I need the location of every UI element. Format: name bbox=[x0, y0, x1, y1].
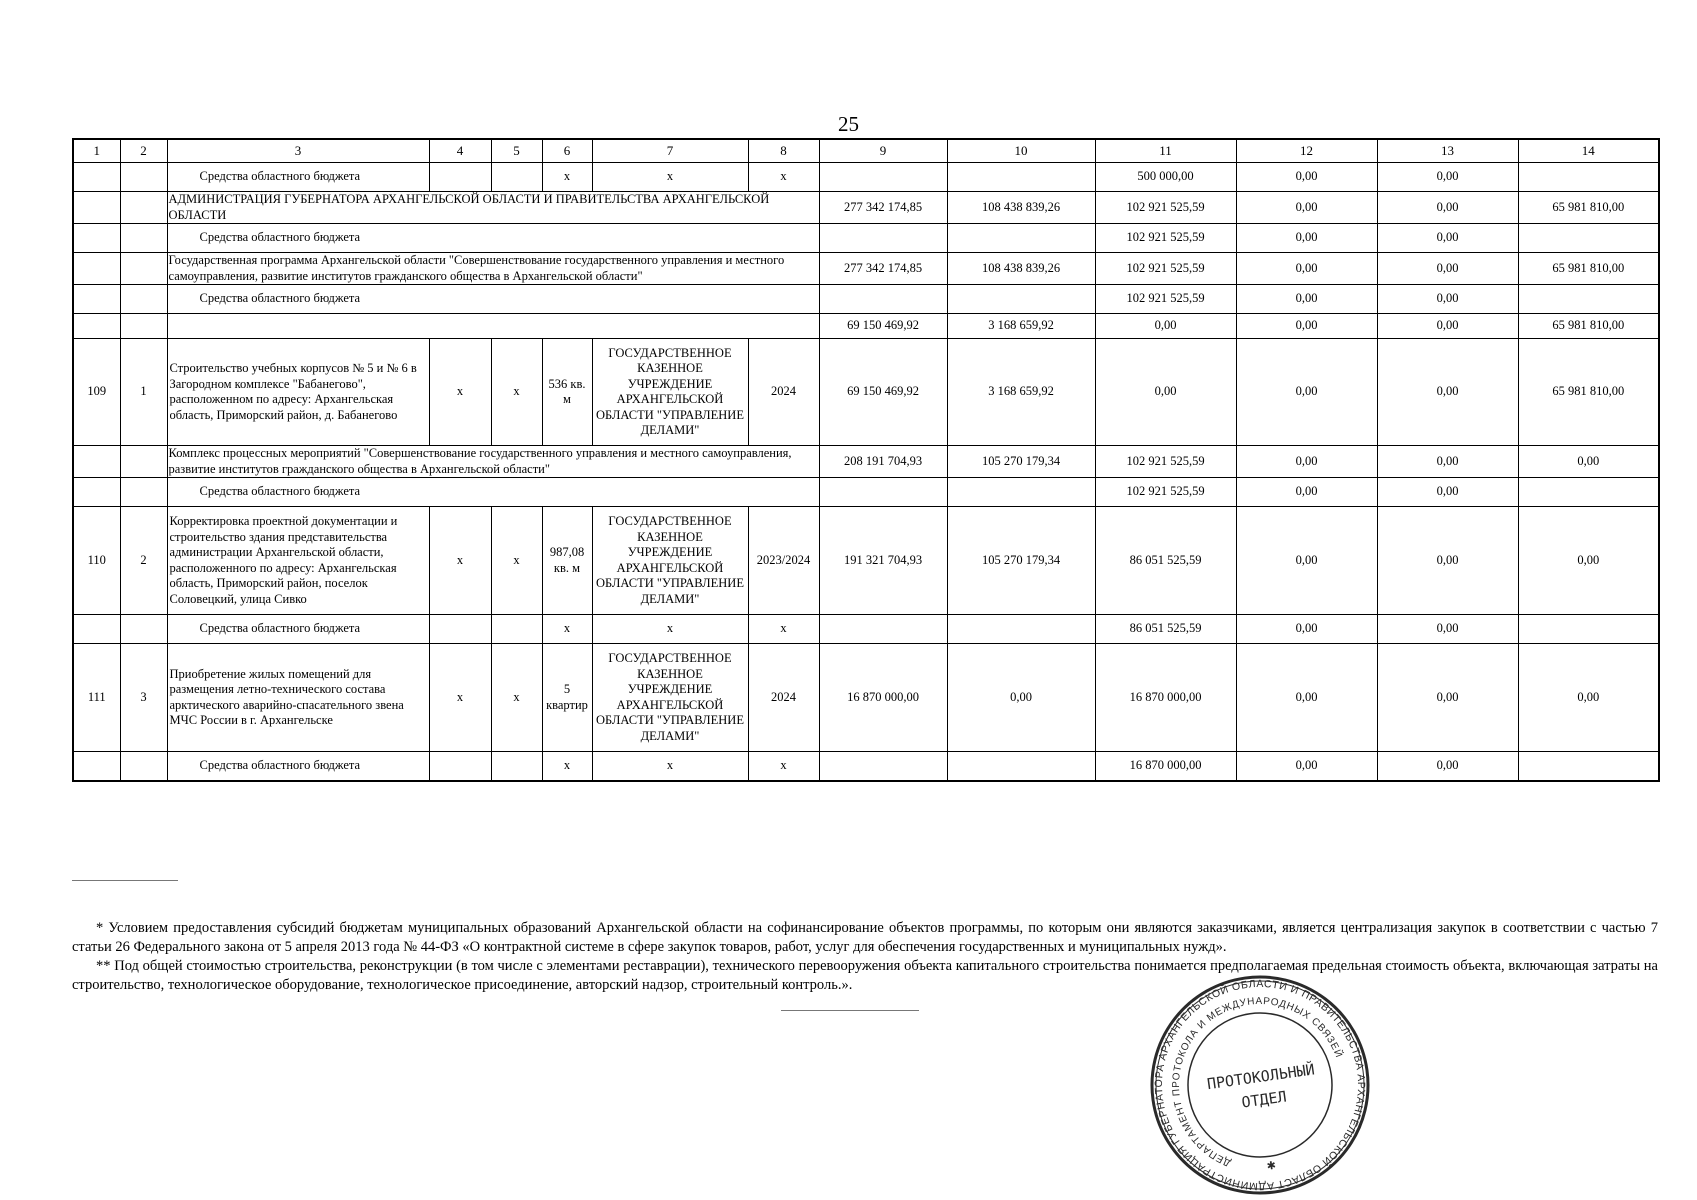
cell-amount-c9: 191 321 704,93 bbox=[819, 507, 947, 615]
cell-capacity: 5 квартир bbox=[542, 644, 592, 752]
cell-amount-c12: 0,00 bbox=[1236, 478, 1377, 507]
cell-amount-c10: 0,00 bbox=[947, 644, 1095, 752]
cell-amount-c10 bbox=[947, 163, 1095, 192]
table-row-object bbox=[73, 644, 1659, 752]
cell-amount-c10 bbox=[947, 285, 1095, 314]
cell-empty bbox=[429, 752, 491, 781]
table-row-fund bbox=[73, 752, 1659, 781]
cell-amount-c11: 0,00 bbox=[1095, 314, 1236, 339]
cell-amount-c12: 0,00 bbox=[1236, 752, 1377, 781]
cell-amount-c11: 102 921 525,59 bbox=[1095, 192, 1236, 224]
footnotes bbox=[72, 919, 1658, 995]
cell-amount-c14 bbox=[1518, 163, 1659, 192]
footnote-2: ** Под общей стоимостью строительства, реконструкции (в том числе с элементами реставрации), технического перевооружения объекта капитального строительства понимается предполагаемая предельная стоимость объекта, включающая затраты на строительство, технологическое оборудование, технологическое присоединение, авторский надзор, строительный контроль.». bbox=[72, 958, 1658, 993]
end-rule bbox=[781, 1010, 919, 1011]
cell-amount-c13: 0,00 bbox=[1377, 478, 1518, 507]
cell-object-name: Строительство учебных корпусов № 5 и № 6 в Загородном комплексе "Бабанегово", расположенном по адресу: Архангельская область, Приморский район, д. Бабанегово bbox=[167, 339, 429, 446]
cell-amount-c9: 208 191 704,93 bbox=[819, 446, 947, 478]
column-number: 13 bbox=[1377, 139, 1518, 163]
cell-empty bbox=[120, 224, 167, 253]
funding-source-label: Средства областного бюджета bbox=[167, 285, 819, 314]
official-stamp bbox=[1140, 970, 1380, 1200]
cell-amount-c14: 65 981 810,00 bbox=[1518, 253, 1659, 285]
cell-empty bbox=[120, 285, 167, 314]
cell-row-number: 109 bbox=[73, 339, 120, 446]
cell-amount-c9 bbox=[819, 752, 947, 781]
cell-amount-c14 bbox=[1518, 285, 1659, 314]
cell-amount-c12: 0,00 bbox=[1236, 507, 1377, 615]
cell-amount-c9: 69 150 469,92 bbox=[819, 314, 947, 339]
stamp-inner-text: ДЕПАРТАМЕНТ ПРОТОКОЛА И МЕЖДУНАРОДНЫХ СВЯЗЕЙ bbox=[1170, 995, 1345, 1169]
cell-empty bbox=[73, 615, 120, 644]
cell-amount-c9 bbox=[819, 285, 947, 314]
column-number: 7 bbox=[592, 139, 748, 163]
cell-empty bbox=[73, 446, 120, 478]
cell-amount-c12: 0,00 bbox=[1236, 192, 1377, 224]
stamp-outer-text: АДМИНИСТРАЦИЯ ГУБЕРНАТОРА АРХАНГЕЛЬСКОЙ ОБЛАСТИ И ПРАВИТЕЛЬСТВА АРХАНГЕЛЬСКОЙ ОБЛАСТИ bbox=[1152, 977, 1368, 1193]
table-row-fund-wide bbox=[73, 285, 1659, 314]
cell-empty bbox=[73, 314, 120, 339]
cell-empty bbox=[120, 163, 167, 192]
cell-amount-c10: 3 168 659,92 bbox=[947, 314, 1095, 339]
stamp-star-icon: ✱ bbox=[1265, 1158, 1277, 1173]
cell-amount-c14 bbox=[1518, 478, 1659, 507]
cell-amount-c14: 65 981 810,00 bbox=[1518, 339, 1659, 446]
cell-amount-c11: 102 921 525,59 bbox=[1095, 446, 1236, 478]
column-number: 11 bbox=[1095, 139, 1236, 163]
cell-amount-c11: 102 921 525,59 bbox=[1095, 253, 1236, 285]
cell-amount-c9 bbox=[819, 615, 947, 644]
table-row-summary bbox=[73, 446, 1659, 478]
cell-customer: ГОСУДАРСТВЕННОЕ КАЗЕННОЕ УЧРЕЖДЕНИЕ АРХАНГЕЛЬСКОЙ ОБЛАСТИ "УПРАВЛЕНИЕ ДЕЛАМИ" bbox=[592, 507, 748, 615]
cell-empty bbox=[120, 314, 167, 339]
cell-amount-c14: 0,00 bbox=[1518, 644, 1659, 752]
cell-amount-c11: 102 921 525,59 bbox=[1095, 224, 1236, 253]
cell-customer: ГОСУДАРСТВЕННОЕ КАЗЕННОЕ УЧРЕЖДЕНИЕ АРХАНГЕЛЬСКОЙ ОБЛАСТИ "УПРАВЛЕНИЕ ДЕЛАМИ" bbox=[592, 339, 748, 446]
cell-empty bbox=[120, 615, 167, 644]
cell-capacity: х bbox=[542, 615, 592, 644]
cell-amount-c11: 16 870 000,00 bbox=[1095, 644, 1236, 752]
column-number: 2 bbox=[120, 139, 167, 163]
table-row-summary bbox=[73, 192, 1659, 224]
cell-capacity: 536 кв. м bbox=[542, 339, 592, 446]
cell-amount-c11: 500 000,00 bbox=[1095, 163, 1236, 192]
cell-empty bbox=[73, 163, 120, 192]
cell-col4: х bbox=[429, 644, 491, 752]
cell-amount-c10: 105 270 179,34 bbox=[947, 507, 1095, 615]
column-number-row bbox=[73, 139, 1659, 163]
cell-amount-c13: 0,00 bbox=[1377, 224, 1518, 253]
table-row-summary bbox=[73, 253, 1659, 285]
cell-amount-c11: 102 921 525,59 bbox=[1095, 478, 1236, 507]
cell-amount-c9 bbox=[819, 163, 947, 192]
cell-item-number: 2 bbox=[120, 507, 167, 615]
cell-amount-c11: 86 051 525,59 bbox=[1095, 615, 1236, 644]
cell-amount-c12: 0,00 bbox=[1236, 339, 1377, 446]
cell-amount-c12: 0,00 bbox=[1236, 446, 1377, 478]
cell-empty bbox=[429, 163, 491, 192]
section-title bbox=[167, 314, 819, 339]
cell-amount-c13: 0,00 bbox=[1377, 163, 1518, 192]
column-number: 6 bbox=[542, 139, 592, 163]
section-title: Государственная программа Архангельской области "Совершенствование государственного управления и местного самоуправления, развитие институтов гражданского общества в Архангельской области" bbox=[167, 253, 819, 285]
cell-col5: х bbox=[491, 507, 542, 615]
cell-amount-c13: 0,00 bbox=[1377, 339, 1518, 446]
cell-amount-c13: 0,00 bbox=[1377, 285, 1518, 314]
footnote-separator bbox=[72, 880, 178, 881]
cell-empty bbox=[73, 752, 120, 781]
cell-empty bbox=[491, 163, 542, 192]
cell-amount-c9: 277 342 174,85 bbox=[819, 192, 947, 224]
cell-row-number: 111 bbox=[73, 644, 120, 752]
cell-amount-c13: 0,00 bbox=[1377, 644, 1518, 752]
cell-year: 2024 bbox=[748, 339, 819, 446]
cell-amount-c13: 0,00 bbox=[1377, 446, 1518, 478]
cell-year: х bbox=[748, 163, 819, 192]
column-number: 10 bbox=[947, 139, 1095, 163]
cell-amount-c14 bbox=[1518, 752, 1659, 781]
cell-amount-c11: 0,00 bbox=[1095, 339, 1236, 446]
table-row-object bbox=[73, 507, 1659, 615]
cell-empty bbox=[73, 192, 120, 224]
cell-amount-c14: 65 981 810,00 bbox=[1518, 192, 1659, 224]
cell-col5: х bbox=[491, 339, 542, 446]
cell-amount-c13: 0,00 bbox=[1377, 615, 1518, 644]
cell-capacity: 987,08 кв. м bbox=[542, 507, 592, 615]
column-number: 4 bbox=[429, 139, 491, 163]
cell-year: 2024 bbox=[748, 644, 819, 752]
page-number: 25 bbox=[838, 112, 859, 136]
cell-amount-c14 bbox=[1518, 615, 1659, 644]
cell-object-name: Корректировка проектной документации и строительство здания представительства администрации Архангельской области, расположенного по адресу: Архангельская область, Приморский район, поселок Соловецкий, улица Сивко bbox=[167, 507, 429, 615]
cell-amount-c13: 0,00 bbox=[1377, 192, 1518, 224]
cell-amount-c11: 102 921 525,59 bbox=[1095, 285, 1236, 314]
cell-object-name: Приобретение жилых помещений для размещения летно-технического состава арктического аварийно-спасательного звена МЧС России в г. Архангельске bbox=[167, 644, 429, 752]
cell-amount-c14: 0,00 bbox=[1518, 507, 1659, 615]
table-body bbox=[73, 139, 1659, 781]
cell-amount-c13: 0,00 bbox=[1377, 507, 1518, 615]
section-title: Комплекс процессных мероприятий "Совершенствование государственного управления и местного самоуправления, развитие институтов гражданского общества в Архангельской области" bbox=[167, 446, 819, 478]
cell-capacity: х bbox=[542, 752, 592, 781]
column-number: 12 bbox=[1236, 139, 1377, 163]
funding-source-label: Средства областного бюджета bbox=[167, 752, 429, 781]
table-row-object bbox=[73, 339, 1659, 446]
cell-amount-c12: 0,00 bbox=[1236, 314, 1377, 339]
column-number: 9 bbox=[819, 139, 947, 163]
cell-empty bbox=[491, 752, 542, 781]
cell-amount-c14: 0,00 bbox=[1518, 446, 1659, 478]
cell-amount-c12: 0,00 bbox=[1236, 615, 1377, 644]
table-row-fund-wide bbox=[73, 224, 1659, 253]
cell-amount-c10 bbox=[947, 752, 1095, 781]
cell-amount-c13: 0,00 bbox=[1377, 314, 1518, 339]
cell-amount-c12: 0,00 bbox=[1236, 163, 1377, 192]
cell-col4: х bbox=[429, 507, 491, 615]
cell-amount-c9: 16 870 000,00 bbox=[819, 644, 947, 752]
cell-customer: х bbox=[592, 752, 748, 781]
cell-amount-c10: 108 438 839,26 bbox=[947, 192, 1095, 224]
cell-empty bbox=[73, 253, 120, 285]
cell-amount-c10 bbox=[947, 224, 1095, 253]
table-row-fund bbox=[73, 163, 1659, 192]
cell-amount-c9: 69 150 469,92 bbox=[819, 339, 947, 446]
footnote-1: * Условием предоставления субсидий бюджетам муниципальных образований Архангельской области на софинансирование объектов программы, по которым они являются заказчиками, является централизация закупок в соответствии с частью 7 статьи 26 Федерального закона от 5 апреля 2013 года № 44-ФЗ «О контрактной системе в сфере закупок товаров, работ, услуг для обеспечения государственных и муниципальных нужд». bbox=[72, 920, 1658, 955]
column-number: 1 bbox=[73, 139, 120, 163]
cell-empty bbox=[120, 752, 167, 781]
cell-item-number: 1 bbox=[120, 339, 167, 446]
cell-empty bbox=[120, 446, 167, 478]
cell-amount-c13: 0,00 bbox=[1377, 253, 1518, 285]
stamp-center-line1: ПРОТОКОЛЬНЫЙ bbox=[1205, 1060, 1316, 1094]
cell-year: х bbox=[748, 752, 819, 781]
cell-amount-c13: 0,00 bbox=[1377, 752, 1518, 781]
table-row-summary bbox=[73, 314, 1659, 339]
cell-amount-c12: 0,00 bbox=[1236, 253, 1377, 285]
cell-amount-c10: 105 270 179,34 bbox=[947, 446, 1095, 478]
column-number: 14 bbox=[1518, 139, 1659, 163]
cell-amount-c10 bbox=[947, 615, 1095, 644]
cell-empty bbox=[429, 615, 491, 644]
cell-row-number: 110 bbox=[73, 507, 120, 615]
cell-amount-c12: 0,00 bbox=[1236, 285, 1377, 314]
stamp-center-line2: ОТДЕЛ bbox=[1240, 1087, 1288, 1112]
cell-amount-c14: 65 981 810,00 bbox=[1518, 314, 1659, 339]
cell-empty bbox=[120, 192, 167, 224]
cell-empty bbox=[73, 224, 120, 253]
cell-customer: ГОСУДАРСТВЕННОЕ КАЗЕННОЕ УЧРЕЖДЕНИЕ АРХАНГЕЛЬСКОЙ ОБЛАСТИ "УПРАВЛЕНИЕ ДЕЛАМИ" bbox=[592, 644, 748, 752]
table-row-fund-wide bbox=[73, 478, 1659, 507]
cell-amount-c12: 0,00 bbox=[1236, 224, 1377, 253]
cell-year: х bbox=[748, 615, 819, 644]
cell-amount-c9: 277 342 174,85 bbox=[819, 253, 947, 285]
cell-amount-c11: 16 870 000,00 bbox=[1095, 752, 1236, 781]
cell-col4: х bbox=[429, 339, 491, 446]
cell-item-number: 3 bbox=[120, 644, 167, 752]
funding-source-label: Средства областного бюджета bbox=[167, 478, 819, 507]
cell-empty bbox=[120, 253, 167, 285]
cell-amount-c9 bbox=[819, 224, 947, 253]
cell-customer: х bbox=[592, 615, 748, 644]
cell-amount-c11: 86 051 525,59 bbox=[1095, 507, 1236, 615]
funding-source-label: Средства областного бюджета bbox=[167, 163, 429, 192]
funding-source-label: Средства областного бюджета bbox=[167, 224, 819, 253]
cell-empty bbox=[73, 285, 120, 314]
cell-amount-c10: 3 168 659,92 bbox=[947, 339, 1095, 446]
cell-customer: х bbox=[592, 163, 748, 192]
cell-year: 2023/2024 bbox=[748, 507, 819, 615]
section-title: АДМИНИСТРАЦИЯ ГУБЕРНАТОРА АРХАНГЕЛЬСКОЙ ОБЛАСТИ И ПРАВИТЕЛЬСТВА АРХАНГЕЛЬСКОЙ ОБЛАСТИ bbox=[167, 192, 819, 224]
budget-table bbox=[72, 138, 1660, 782]
cell-col5: х bbox=[491, 644, 542, 752]
cell-amount-c9 bbox=[819, 478, 947, 507]
funding-source-label: Средства областного бюджета bbox=[167, 615, 429, 644]
cell-amount-c14 bbox=[1518, 224, 1659, 253]
cell-amount-c10 bbox=[947, 478, 1095, 507]
cell-empty bbox=[491, 615, 542, 644]
cell-amount-c12: 0,00 bbox=[1236, 644, 1377, 752]
column-number: 3 bbox=[167, 139, 429, 163]
cell-empty bbox=[73, 478, 120, 507]
column-number: 8 bbox=[748, 139, 819, 163]
cell-amount-c10: 108 438 839,26 bbox=[947, 253, 1095, 285]
cell-empty bbox=[120, 478, 167, 507]
column-number: 5 bbox=[491, 139, 542, 163]
cell-capacity: х bbox=[542, 163, 592, 192]
table-row-fund bbox=[73, 615, 1659, 644]
